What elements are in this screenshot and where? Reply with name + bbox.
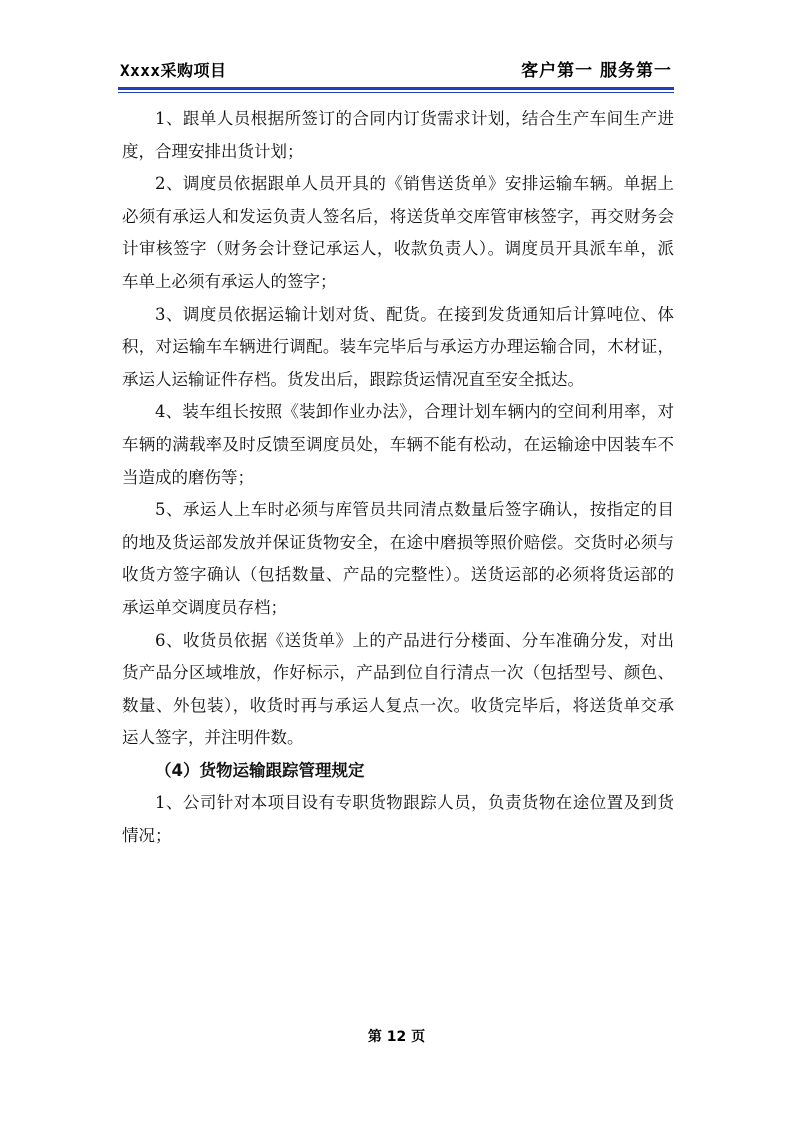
header-rule-thin <box>118 92 674 93</box>
page-number: 第 12 页 <box>367 1029 426 1045</box>
paragraph-6: 6、收货员依据《送货单》上的产品进行分楼面、分车准确分发，对出货产品分区域堆放，作好标示，产品到位自行清点一次（包括型号、颜色、数量、外包装），收货时再与承运人复点一次。收货完毕后，将送货单交承运人签字，并注明件数。 <box>122 630 674 748</box>
page-header <box>118 56 674 86</box>
header-project-title: Xxxx采购项目 <box>120 61 227 80</box>
document-body <box>122 103 674 853</box>
section-heading: （4）货物运输跟踪管理规定 <box>155 760 365 780</box>
paragraph-2: 2、调度员依据跟单人员开具的《销售送货单》安排运输车辆。单据上必须有承运人和发运负责人签名后，将送货单交库管审核签字，再交财务会计审核签字（财务会计登记承运人，收款负责人）。调度员开具派车单，派车单上必须有承运人的签字； <box>122 174 674 291</box>
paragraph-5: 5、承运人上车时必须与库管员共同清点数量后签字确认，按指定的目的地及货运部发放并保证货物安全，在途中磨损等照价赔偿。交货时必须与收货方签字确认（包括数量、产品的完整性）。送货运部的必须将货运部的承运单交调度员存档； <box>122 500 674 617</box>
header-rule-thick <box>118 87 674 90</box>
section-paragraph-1: 1、公司针对本项目设有专职货物跟踪人员，负责货物在途位置及到货情况； <box>122 793 674 846</box>
header-slogan: 客户第一 服务第一 <box>521 61 672 81</box>
paragraph-4: 4、装车组长按照《装卸作业办法》，合理计划车辆内的空间利用率，对车辆的满载率及时反馈至调度员处，车辆不能有松动，在运输途中因装车不当造成的磨伤等； <box>122 402 674 487</box>
paragraph-3: 3、调度员依据运输计划对货、配货。在接到发货通知后计算吨位、体积，对运输车车辆进行调配。装车完毕后与承运方办理运输合同，木材证，承运人运输证件存档。货发出后，跟踪货运情况直至安全抵达。 <box>122 304 674 389</box>
paragraph-1: 1、跟单人员根据所签订的合同内订货需求计划，结合生产车间生产进度，合理安排出货计划； <box>122 109 674 161</box>
